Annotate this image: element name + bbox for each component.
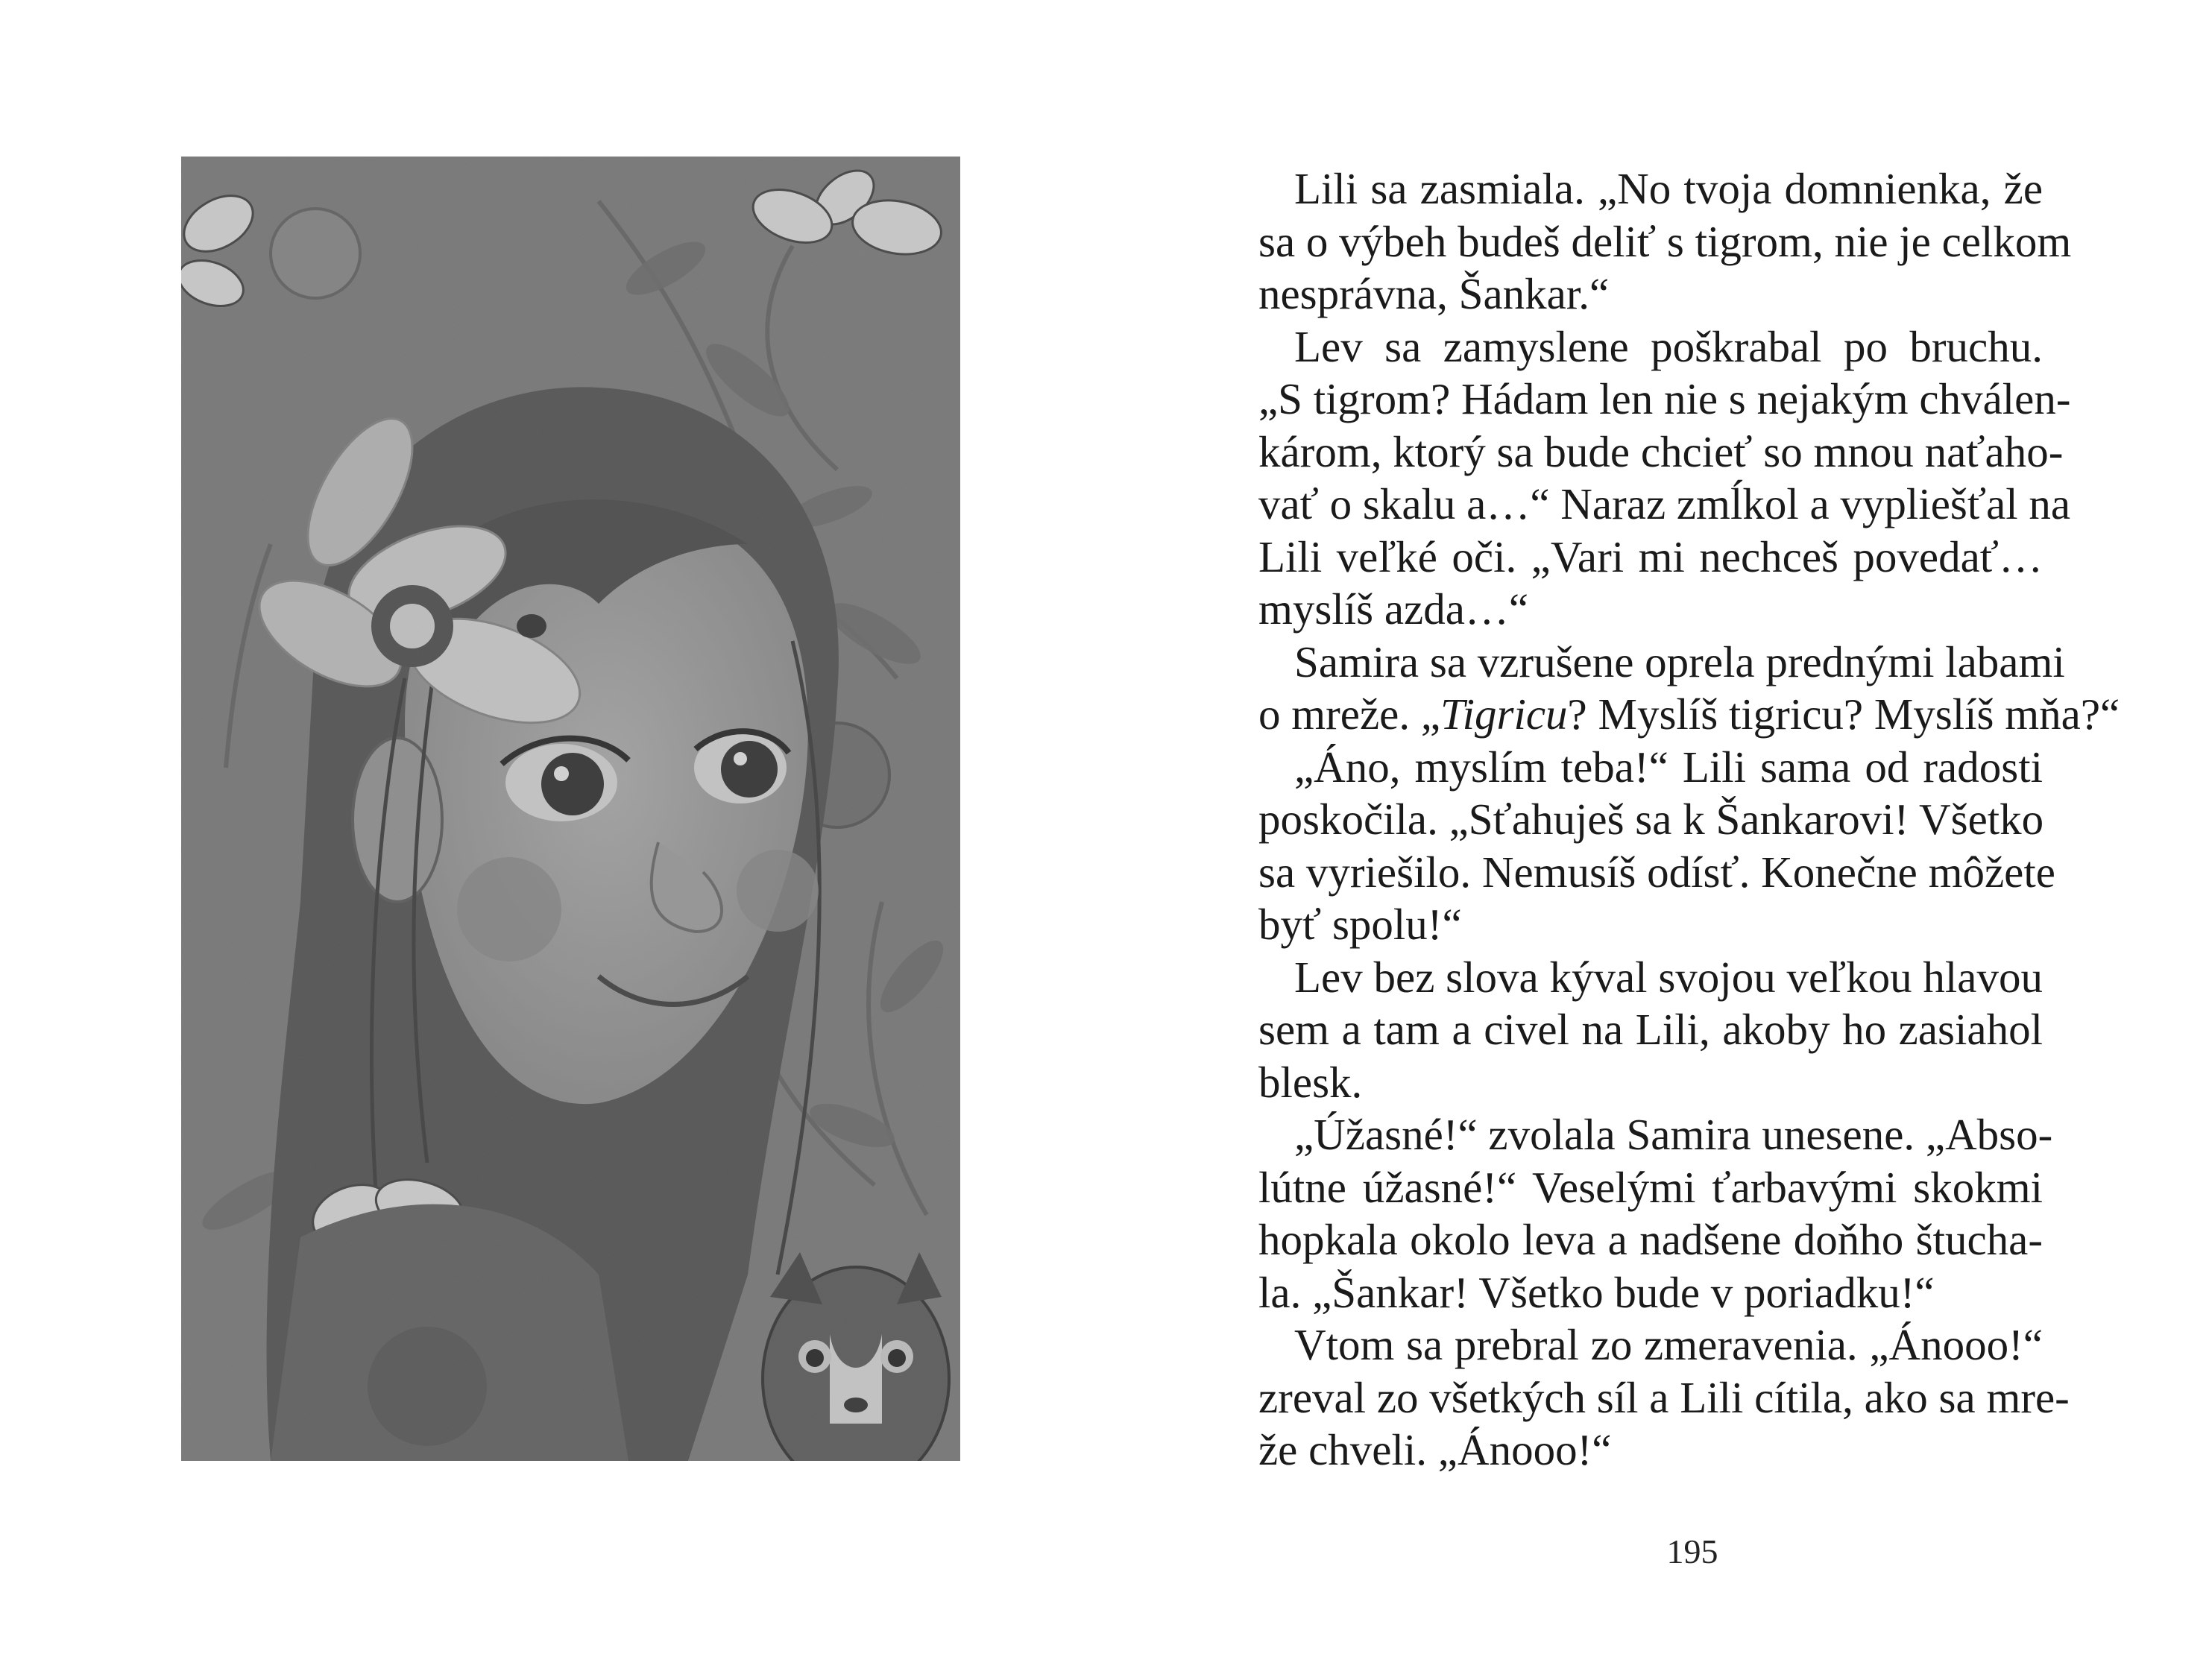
text-line: sa o výbeh budeš deliť s tigrom, nie je celkom xyxy=(1258,216,2072,266)
girl-illustration xyxy=(181,157,960,1461)
paragraph-2 xyxy=(1258,320,2071,636)
text-column xyxy=(1258,162,2120,1477)
text-line: nesprávna, Šankar.“ xyxy=(1258,269,1610,318)
text-line: Samira sa vzrušene oprela prednými labami xyxy=(1294,637,2065,686)
text-segment: ? Myslíš tigricu? Myslíš mňa?“ xyxy=(1567,689,2120,739)
text-line: „Úžasné!“ zvolala Samira unesene. „Abso- xyxy=(1294,1110,2053,1159)
text-line: byť spolu!“ xyxy=(1258,900,1462,949)
paragraph-7 xyxy=(1258,1319,2070,1477)
text-line: poskočila. „Sťahuješ sa k Šankarovi! Všetko xyxy=(1258,795,2044,844)
text-line: Vtom sa prebral zo zmeravenia. „Ánooo!“ xyxy=(1294,1320,2043,1369)
text-line: hopkala okolo leva a nadšene doňho štucha- xyxy=(1258,1215,2043,1264)
paragraph-1 xyxy=(1258,162,2072,320)
paragraph-4 xyxy=(1258,741,2055,951)
text-line: „Áno, myslím teba!“ Lili sama od radosti xyxy=(1294,742,2043,792)
text-line: blesk. xyxy=(1258,1057,1363,1107)
paragraph-3 xyxy=(1258,636,2120,741)
text-line: Lev bez slova kýval svojou veľkou hlavou xyxy=(1294,952,2043,1002)
text-line: „S tigrom? Hádam len nie s nejakým chválen- xyxy=(1258,374,2071,423)
text-line: zreval zo všetkých síl a Lili cítila, ako sa mre- xyxy=(1258,1372,2070,1422)
paragraph-5 xyxy=(1258,951,2043,1109)
text-line: sem a tam a civel na Lili, akoby ho zasiahol xyxy=(1258,1005,2043,1054)
text-line: károm, ktorý sa bude chcieť so mnou naťaho- xyxy=(1258,426,2064,476)
text-segment: o mreže. „ xyxy=(1258,689,1441,739)
illustration xyxy=(181,157,960,1461)
text-line: že chveli. „Ánooo!“ xyxy=(1258,1425,1612,1474)
page-number: 195 xyxy=(1666,1532,1718,1570)
text-line xyxy=(1258,688,2120,741)
text-line: vať o skalu a…“ Naraz zmĺkol a vypliešťal na xyxy=(1258,479,2071,528)
paragraph-6 xyxy=(1258,1108,2053,1319)
text-line: Lili sa zasmiala. „No tvoja domnienka, že xyxy=(1294,164,2043,213)
text-italic: Tigricu xyxy=(1440,689,1568,739)
text-line: myslíš azda…“ xyxy=(1258,584,1529,634)
text-line: la. „Šankar! Všetko bude v poriadku!“ xyxy=(1258,1267,1935,1317)
text-line: Lev sa zamyslene poškrabal po bruchu. xyxy=(1294,321,2043,371)
text-line: Lili veľké oči. „Vari mi nechceš povedať… xyxy=(1258,531,2043,581)
text-line: lútne úžasné!“ Veselými ťarbavými skokmi xyxy=(1258,1162,2043,1212)
text-line: sa vyriešilo. Nemusíš odísť. Konečne môžete xyxy=(1258,847,2055,897)
